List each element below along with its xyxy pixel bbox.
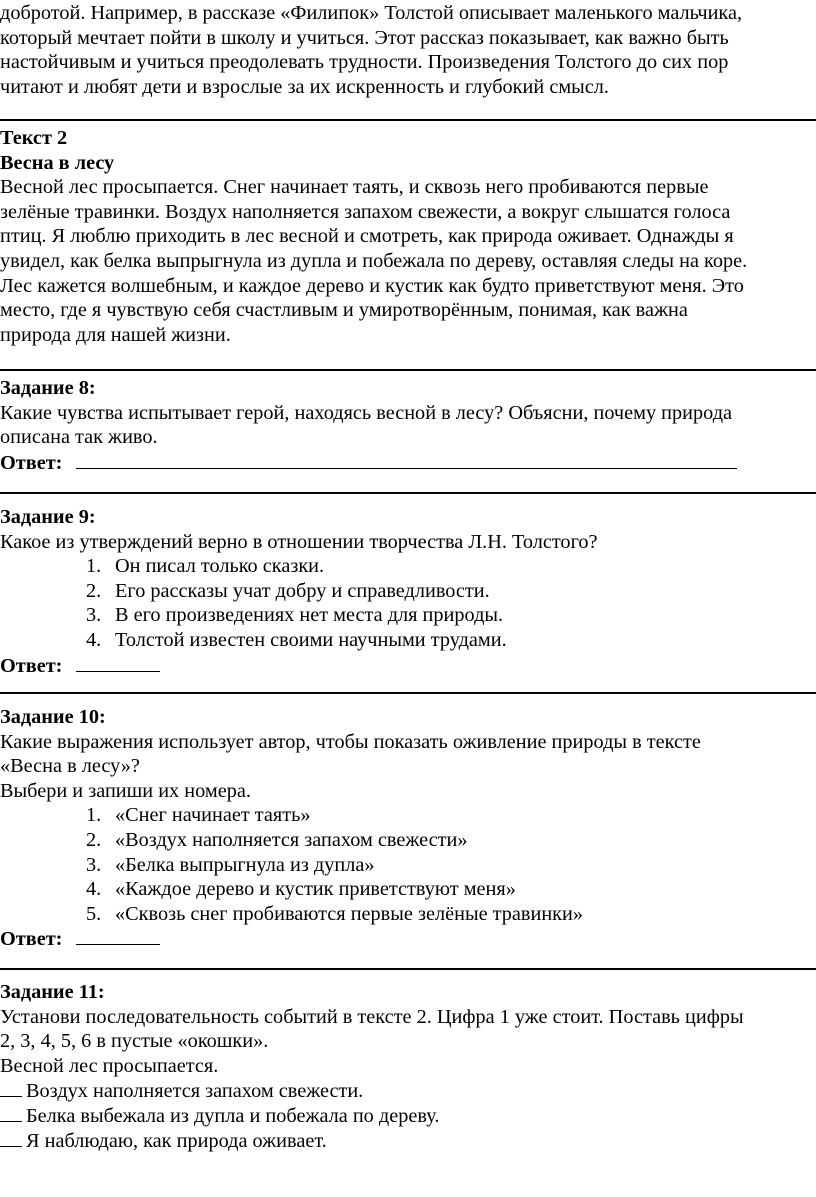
task10-option bbox=[0, 853, 816, 878]
option-number: 2. bbox=[86, 579, 102, 602]
option-number: 3. bbox=[86, 853, 102, 876]
task10-answer-label: Ответ: bbox=[0, 928, 63, 951]
task8-line: описана так живо. bbox=[0, 426, 158, 449]
task10-line: Выбери и запиши их номера. bbox=[0, 779, 251, 802]
intro-paragraph bbox=[0, 1, 816, 99]
text2-line: птиц. Я люблю приходить в лес весной и смотреть, как природа оживает. Однажды я bbox=[0, 225, 734, 248]
option-text: «Каждое дерево и кустик приветствуют меня» bbox=[115, 878, 516, 901]
task10-line: Какие выражения использует автор, чтобы показать оживление природы в тексте bbox=[0, 730, 701, 753]
text2-line: природа для нашей жизни. bbox=[0, 323, 231, 346]
task11-line: 2, 3, 4, 5, 6 в пустые «окошки». bbox=[0, 1030, 269, 1053]
section-divider bbox=[0, 492, 816, 494]
task11-order-blank[interactable] bbox=[0, 1128, 22, 1147]
option-number: 3. bbox=[86, 604, 102, 627]
task10-option bbox=[0, 877, 816, 902]
task11-event-row bbox=[0, 1078, 816, 1103]
task11-first-event: Весной лес просыпается. bbox=[0, 1054, 219, 1077]
task10-section bbox=[0, 705, 816, 951]
text2-line: Весной лес просыпается. Снег начинает таять, и сквозь него пробиваются первые bbox=[0, 176, 709, 199]
section-divider bbox=[0, 968, 816, 970]
task8-title: Задание 8: bbox=[0, 377, 96, 399]
option-number: 2. bbox=[86, 828, 102, 851]
task9-section bbox=[0, 505, 816, 677]
intro-line: настойчивым и учиться преодолевать трудности. Произведения Толстого до сих пор bbox=[0, 51, 729, 74]
task11-order-blank[interactable] bbox=[0, 1078, 22, 1097]
task9-title: Задание 9: bbox=[0, 506, 96, 528]
option-text: «Воздух наполняется запахом свежести» bbox=[115, 828, 468, 851]
task11-event-row bbox=[0, 1103, 816, 1128]
task9-answer-field[interactable] bbox=[76, 653, 160, 672]
option-text: «Белка выпрыгнула из дупла» bbox=[115, 853, 375, 876]
task8-answer-label: Ответ: bbox=[0, 451, 63, 474]
task10-option bbox=[0, 803, 816, 828]
task10-answer-row bbox=[0, 926, 816, 951]
task8-answer-field[interactable] bbox=[76, 450, 737, 469]
task8-answer-row bbox=[0, 450, 816, 475]
task10-answer-field[interactable] bbox=[76, 926, 160, 945]
task10-title: Задание 10: bbox=[0, 706, 106, 728]
option-text: «Сквозь снег пробиваются первые зелёные травинки» bbox=[115, 902, 584, 925]
section-divider bbox=[0, 369, 816, 371]
text2-title: Весна в лесу bbox=[0, 151, 115, 174]
task11-event-text: Белка выбежала из дупла и побежала по дереву. bbox=[26, 1104, 440, 1127]
option-number: 5. bbox=[86, 902, 102, 925]
option-number: 1. bbox=[86, 555, 102, 578]
task11-section bbox=[0, 980, 816, 1152]
task11-line: Установи последовательность событий в тексте 2. Цифра 1 уже стоит. Поставь цифры bbox=[0, 1005, 744, 1028]
text2-line: место, где я чувствую себя счастливым и умиротворённым, понимая, как важна bbox=[0, 299, 688, 322]
option-text: Толстой известен своими научными трудами. bbox=[115, 628, 507, 651]
task9-option bbox=[0, 579, 816, 604]
text2-line: увидел, как белка выпрыгнула из дупла и побежала по дереву, оставляя следы на коре. bbox=[0, 249, 748, 272]
task11-title: Задание 11: bbox=[0, 981, 105, 1003]
text2-line: зелёные травинки. Воздух наполняется запахом свежести, а вокруг слышатся голоса bbox=[0, 200, 731, 223]
option-text: Его рассказы учат добру и справедливости. bbox=[115, 579, 490, 602]
task9-answer-label: Ответ: bbox=[0, 654, 63, 677]
task8-line: Какие чувства испытывает герой, находясь весной в лесу? Объясни, почему природа bbox=[0, 401, 733, 424]
option-number: 1. bbox=[86, 804, 102, 827]
task10-line: «Весна в лесу»? bbox=[0, 755, 140, 778]
option-text: Он писал только сказки. bbox=[115, 555, 325, 578]
task10-option bbox=[0, 902, 816, 927]
task9-question: Какое из утверждений верно в отношении творчества Л.Н. Толстого? bbox=[0, 530, 598, 553]
section-divider bbox=[0, 119, 816, 121]
task8-section bbox=[0, 376, 816, 474]
task11-event-row bbox=[0, 1128, 816, 1153]
task9-answer-row bbox=[0, 653, 816, 678]
task11-event-text: Я наблюдаю, как природа оживает. bbox=[26, 1129, 327, 1152]
section-divider bbox=[0, 692, 816, 694]
option-text: В его произведениях нет места для природы. bbox=[115, 604, 504, 627]
task9-option bbox=[0, 628, 816, 653]
task11-order-blank[interactable] bbox=[0, 1103, 22, 1122]
task9-option bbox=[0, 554, 816, 579]
text2-line: Лес кажется волшебным, и каждое дерево и кустик как будто приветствуют меня. Это bbox=[0, 274, 744, 297]
intro-line: читают и любят дети и взрослые за их искренность и глубокий смысл. bbox=[0, 75, 609, 98]
option-number: 4. bbox=[86, 878, 102, 901]
task11-event-text: Воздух наполняется запахом свежести. bbox=[26, 1080, 364, 1103]
option-number: 4. bbox=[86, 628, 102, 651]
intro-line: который мечтает пойти в школу и учиться. Этот рассказ показывает, как важно быть bbox=[0, 26, 729, 49]
text2-section bbox=[0, 126, 816, 347]
text2-label: Текст 2 bbox=[0, 127, 68, 149]
option-text: «Снег начинает таять» bbox=[115, 804, 311, 827]
task9-option bbox=[0, 603, 816, 628]
intro-line: добротой. Например, в рассказе «Филипок» Толстой описывает маленького мальчика, bbox=[0, 2, 743, 24]
task10-option bbox=[0, 828, 816, 853]
